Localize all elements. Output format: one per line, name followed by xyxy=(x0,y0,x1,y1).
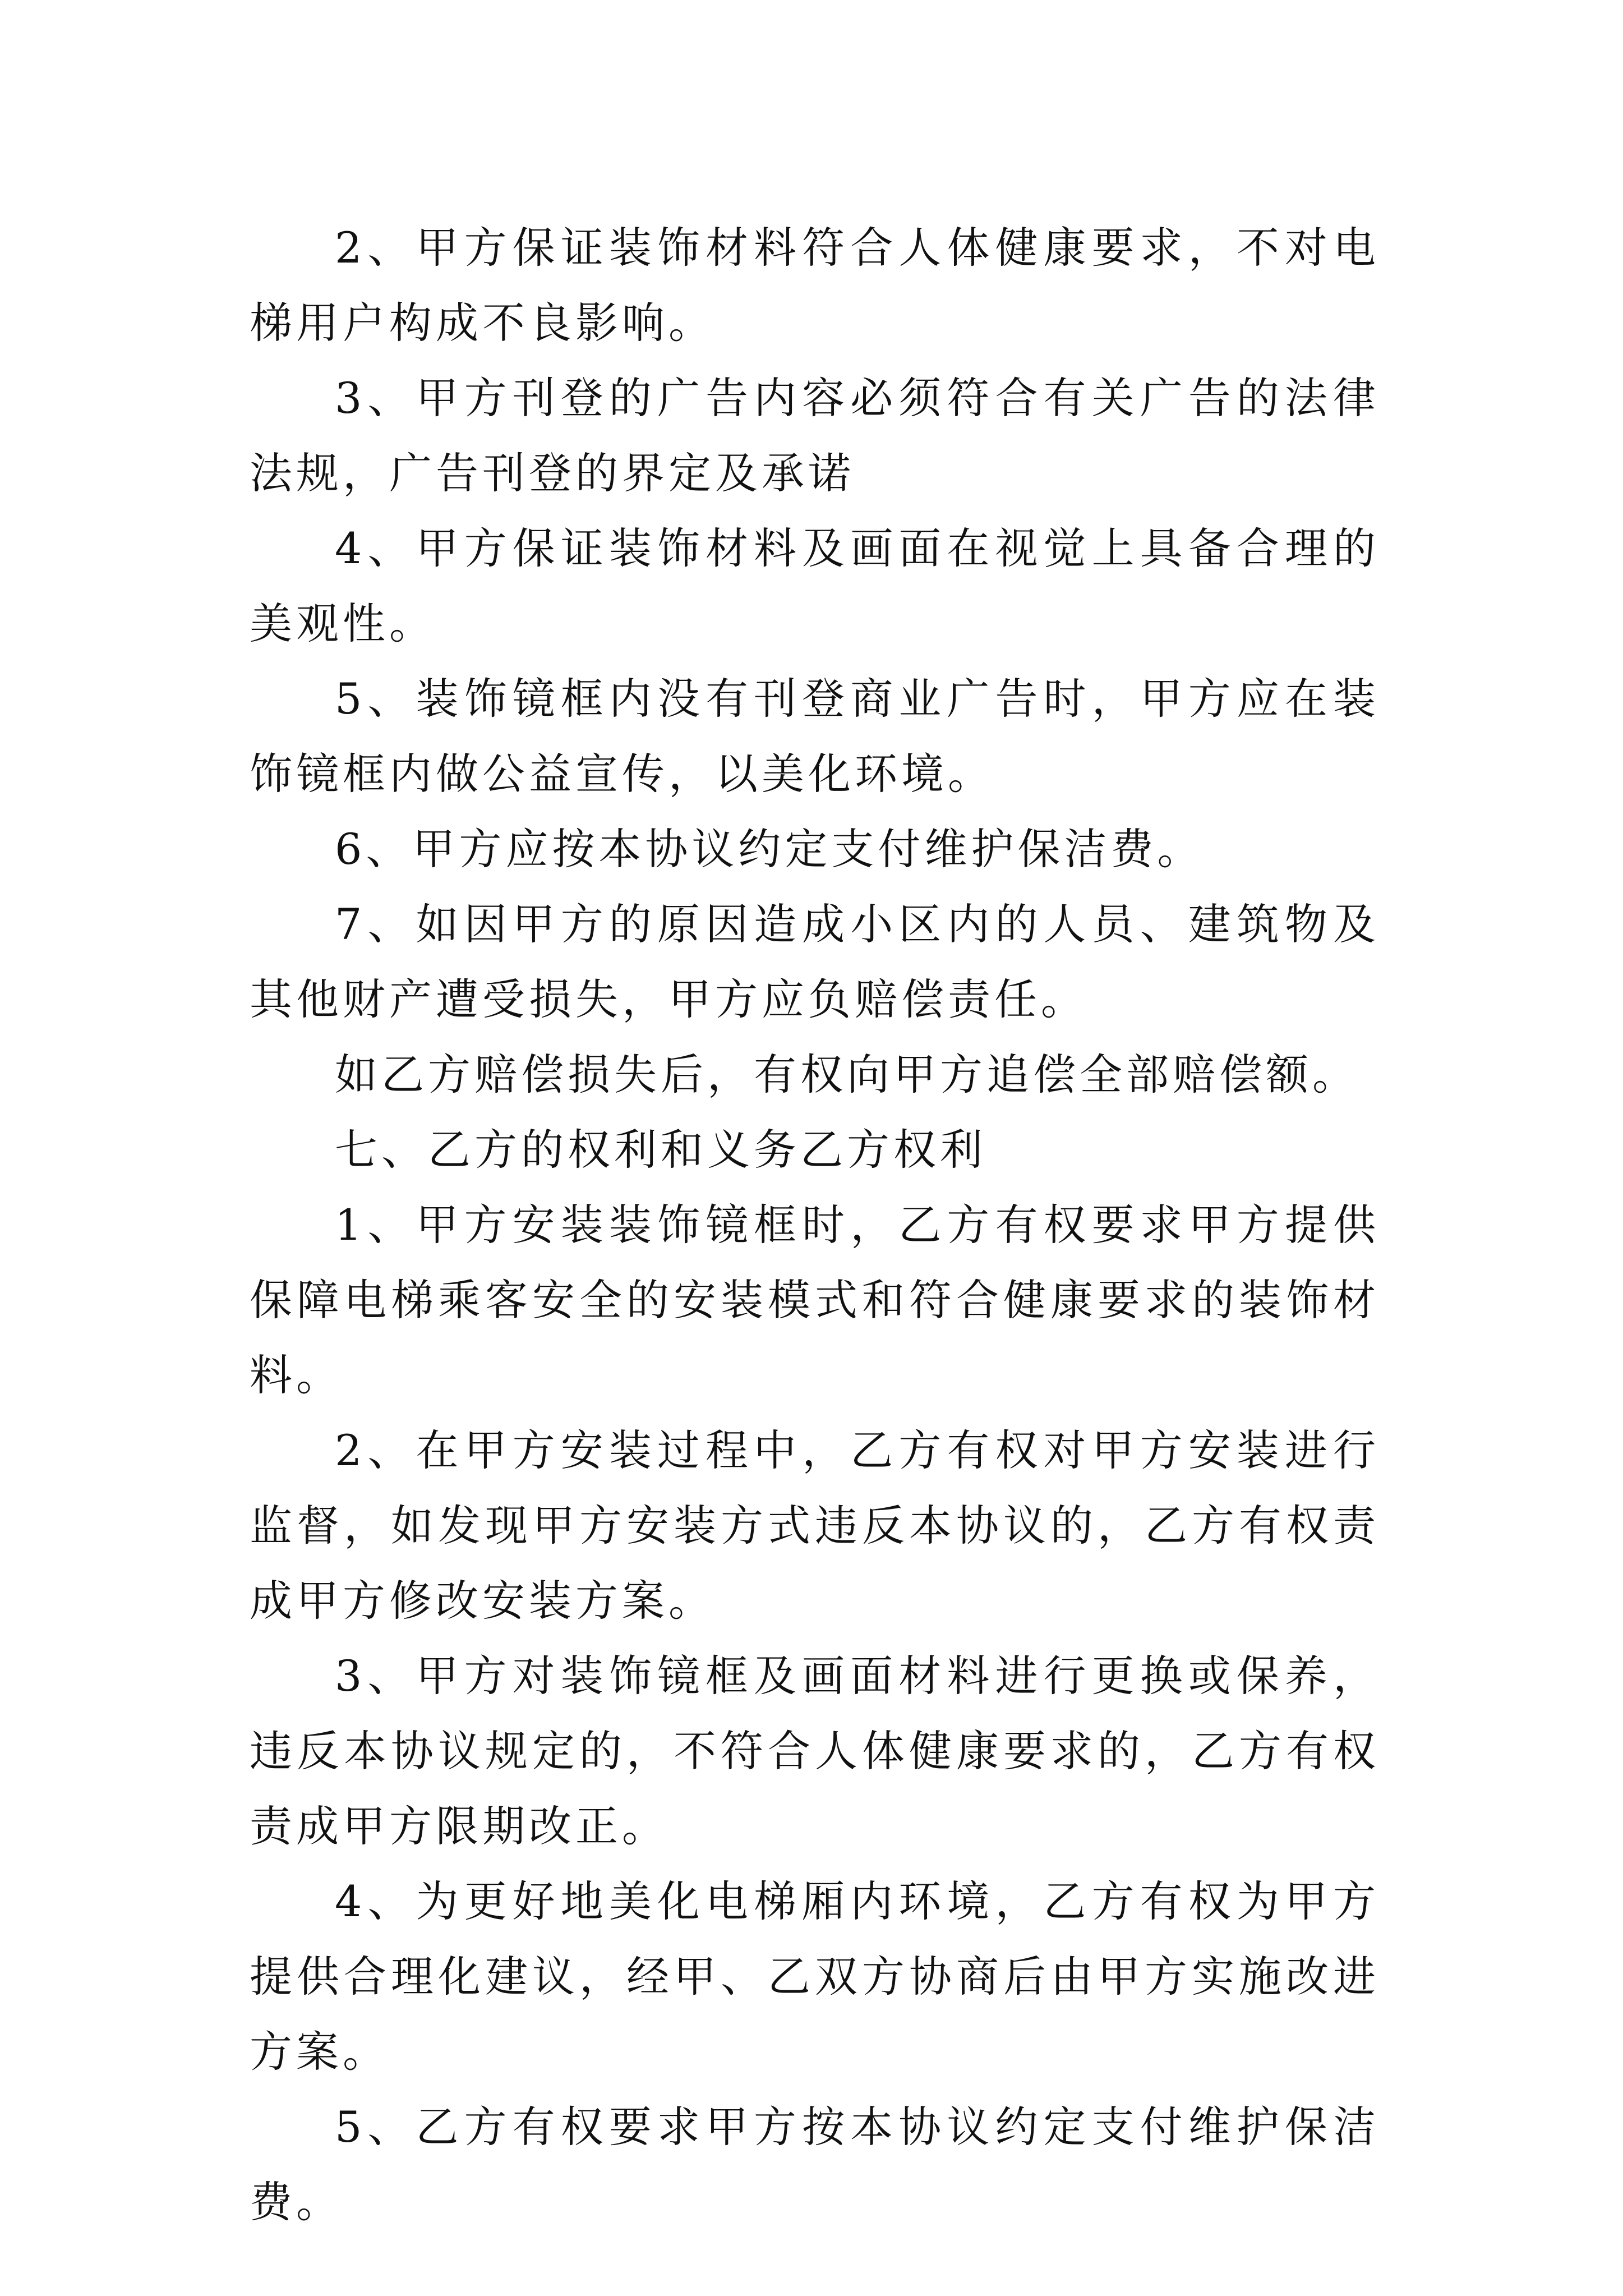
paragraph-8: 1、甲方安装装饰镜框时，乙方有权要求甲方提供保障电梯乘客安全的安装模式和符合健康要求的装饰材料。 xyxy=(250,1200,1380,1400)
paragraph-2: 3、甲方刊登的广告内容必须符合有关广告的法律法规，广告刊登的界定及承诺 xyxy=(250,373,1380,498)
document-body xyxy=(250,210,1380,2240)
paragraph-5: 6、甲方应按本协议约定支付维护保洁费。 xyxy=(335,824,1204,874)
paragraph-7: 如乙方赔偿损失后，有权向甲方追偿全部赔偿额。 xyxy=(335,1050,1359,1099)
paragraph-6: 7、如因甲方的原因造成小区内的人员、建筑物及其他财产遭受损失，甲方应负赔偿责任。 xyxy=(250,899,1380,1024)
paragraph-10: 3、甲方对装饰镜框及画面材料进行更换或保养，违反本协议规定的，不符合人体健康要求的，乙方有权责成甲方限期改正。 xyxy=(250,1651,1380,1851)
section-heading: 七、乙方的权利和义务乙方权利 xyxy=(335,1125,986,1175)
paragraph-3: 4、甲方保证装饰材料及画面在视觉上具备合理的美观性。 xyxy=(250,523,1380,648)
paragraph-12: 5、乙方有权要求甲方按本协议约定支付维护保洁费。 xyxy=(250,2102,1380,2227)
paragraph-11: 4、为更好地美化电梯厢内环境，乙方有权为甲方提供合理化建议，经甲、乙双方协商后由甲方实施改进方案。 xyxy=(250,1876,1380,2077)
paragraph-4: 5、装饰镜框内没有刊登商业广告时，甲方应在装饰镜框内做公益宣传，以美化环境。 xyxy=(250,674,1380,799)
paragraph-1: 2、甲方保证装饰材料符合人体健康要求，不对电梯用户构成不良影响。 xyxy=(250,223,1380,348)
paragraph-9: 2、在甲方安装过程中，乙方有权对甲方安装进行监督，如发现甲方安装方式违反本协议的，乙方有权责成甲方修改安装方案。 xyxy=(250,1425,1380,1626)
